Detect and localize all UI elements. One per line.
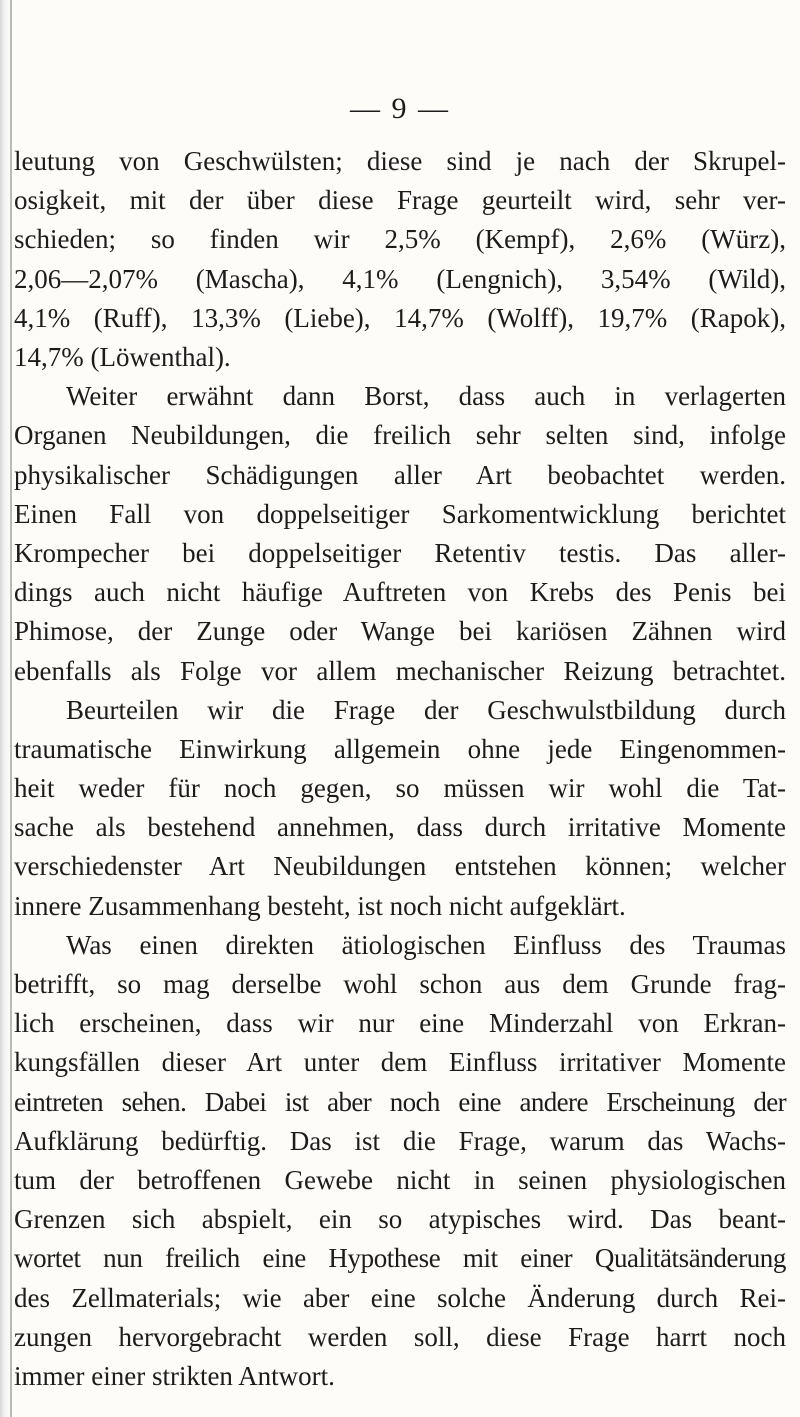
text-line: des Zellmaterials; wie aber eine solche Änderung durch Rei- (14, 1282, 786, 1313)
text-line: Grenzen sich abspielt, ein so atypisches wird. Das beant- (14, 1204, 786, 1235)
text-line: lich erscheinen, dass wir nur eine Minderzahl von Erkran- (14, 1008, 786, 1039)
text-line: sache als bestehend annehmen, dass durch irritative Momente (14, 812, 786, 843)
page-number: — 9 — (350, 92, 450, 125)
text-line: Aufklärung bedürftig. Das ist die Frage, warum das Wachs- (14, 1125, 786, 1156)
text-line: ebenfalls als Folge vor allem mechanischer Reizung betrachtet. (14, 655, 786, 686)
text-line: traumatische Einwirkung allgemein ohne jede Eingenommen- (14, 733, 786, 764)
text-line: Krompecher bei doppelseitiger Retentiv testis. Das aller- (14, 537, 786, 568)
text-line: betrifft, so mag derselbe wohl schon aus dem Grunde frag- (14, 969, 786, 1000)
paragraph-start: Weiter erwähnt dann Borst, dass auch in verlagerten (66, 381, 786, 412)
binding-edge (10, 0, 12, 1417)
page-gutter-shadow (0, 0, 10, 1417)
text-line: 14,7% (Löwenthal). (14, 341, 231, 372)
text-line: 2,06—2,07% (Mascha), 4,1% (Lengnich), 3,54% (Wild), (14, 263, 786, 294)
text-line: kungsfällen dieser Art unter dem Einfluss irritativer Momente (14, 1047, 786, 1078)
text-line: leutung von Geschwülsten; diese sind je nach der Skrupel- (14, 146, 786, 176)
text-line: innere Zusammenhang besteht, ist noch nicht aufgeklärt. (14, 890, 626, 921)
text-line: physikalischer Schädigungen aller Art beobachtet werden. (14, 459, 786, 490)
text-line: schieden; so finden wir 2,5% (Kempf), 2,6% (Würz), (14, 224, 786, 255)
text-line: wortet nun freilich eine Hypothese mit einer Qualitätsänderung (14, 1243, 786, 1274)
text-line: 4,1% (Ruff), 13,3% (Liebe), 14,7% (Wolff), 19,7% (Rapok), (14, 302, 786, 333)
text-line: Organen Neubildungen, die freilich sehr selten sind, infolge (14, 420, 786, 451)
text-line: dings auch nicht häufige Auftreten von Krebs des Penis bei (14, 577, 786, 608)
text-line: Einen Fall von doppelseitiger Sarkomentwicklung berichtet (14, 498, 786, 529)
text-line: osigkeit, mit der über diese Frage geurteilt wird, sehr ver- (14, 185, 786, 216)
text-line: verschiedenster Art Neubildungen entstehen können; welcher (14, 851, 786, 882)
paragraph-start: Was einen direkten ätiologischen Einfluss des Traumas (66, 929, 786, 960)
text-line: tum der betroffenen Gewebe nicht in seinen physiologischen (14, 1165, 786, 1196)
text-line: zungen hervorgebracht werden soll, diese Frage harrt noch (14, 1321, 786, 1352)
text-line: immer einer strikten Antwort. (14, 1361, 335, 1391)
text-line: Phimose, der Zunge oder Wange bei kariösen Zähnen wird (14, 616, 786, 647)
text-line: eintreten sehen. Dabei ist aber noch eine andere Erscheinung der (14, 1086, 786, 1117)
paragraph-start: Beurteilen wir die Frage der Geschwulstbildung durch (66, 694, 786, 725)
text-line: heit weder für noch gegen, so müssen wir wohl die Tat- (14, 773, 786, 804)
